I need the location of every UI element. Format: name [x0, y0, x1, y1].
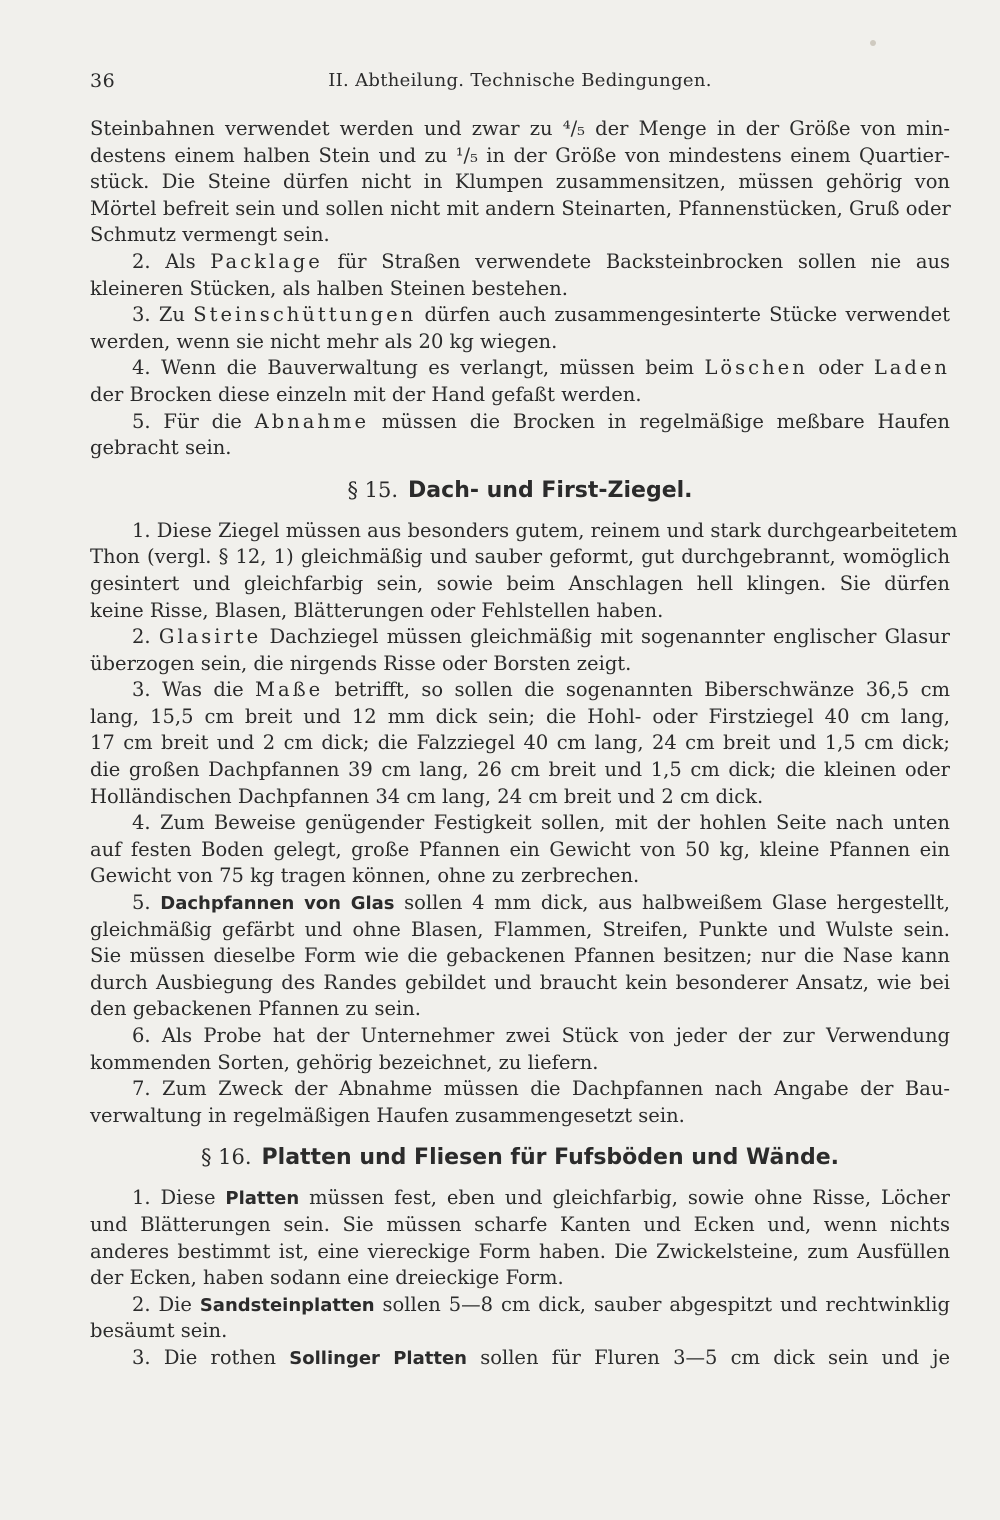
- text-run: 3. Was die: [132, 678, 256, 702]
- text-line: der Ecken, haben sodann eine dreieckige Form.: [90, 1266, 564, 1290]
- text-run: für Straßen verwendete Backsteinbrocken sollen nie aus: [322, 249, 951, 273]
- text-line: destens einem halben Stein und zu ¹/₅ in der Größe von mindestens einem Quartier-: [90, 143, 950, 167]
- paragraph-2-glasirte: [90, 624, 950, 651]
- section-heading-15: [90, 462, 950, 518]
- text-line: und Blätterungen sein. Sie müssen scharfe Kanten und Ecken und, wenn nichts: [90, 1212, 950, 1236]
- bold-text: Sandsteinplatten: [199, 1294, 375, 1316]
- emphasis-text: Glasirte: [158, 625, 262, 649]
- section-title: Dach- und First-Ziegel.: [408, 477, 693, 503]
- paragraph-2-packlage: [90, 249, 950, 276]
- text-line: Schmutz vermengt sein.: [90, 223, 330, 247]
- paper-spot: [870, 40, 876, 46]
- paragraph-5-abnahme: [90, 409, 950, 436]
- text-run: 3. Die rothen: [132, 1345, 290, 1369]
- section-number: § 15.: [347, 477, 399, 502]
- text-run: sollen für Fluren 3—5 cm dick sein und je: [466, 1345, 950, 1369]
- text-line: gleichmäßig gefärbt und ohne Blasen, Flammen, Streifen, Punkte und Wulste sein.: [90, 917, 950, 941]
- section-number: § 16.: [200, 1145, 252, 1170]
- text-line: der Brocken diese einzeln mit der Hand gefaßt werden.: [90, 382, 642, 406]
- text-line: Holländischen Dachpfannen 34 cm lang, 24 cm breit und 2 cm dick.: [90, 784, 764, 808]
- text-line: überzogen sein, die nirgends Risse oder Borsten zeigt.: [90, 651, 632, 675]
- text-line: 6. Als Probe hat der Unternehmer zwei Stück von jeder der zur Verwendung: [132, 1024, 950, 1047]
- page-number: 36: [90, 70, 116, 92]
- paragraph-5-glas: [90, 890, 950, 917]
- text-run: müssen die Brocken in regelmäßige meßbare Haufen: [368, 409, 950, 433]
- text-run: oder: [807, 356, 874, 380]
- text-run: sollen 5—8 cm dick, sauber abgespitzt und rechtwinklig: [374, 1292, 950, 1316]
- text-run: 5.: [132, 891, 161, 915]
- emphasis-text: Maße: [255, 678, 324, 702]
- emphasis-text: Löschen: [704, 356, 808, 380]
- text-line: Steinbahnen verwendet werden und zwar zu ⁴/₅ der Menge in der Größe von min-: [90, 117, 950, 140]
- emphasis-text: Packlage: [210, 249, 323, 273]
- text-run: müssen fest, eben und gleichfarbig, sowie ohne Risse, Löcher: [299, 1186, 950, 1210]
- text-line: den gebackenen Pfannen zu sein.: [90, 997, 421, 1021]
- text-line: verwaltung in regelmäßigen Haufen zusammengesetzt sein.: [90, 1103, 685, 1127]
- text-run: Dachziegel müssen gleichmäßig mit sogenannter englischer Glasur: [261, 625, 950, 649]
- bold-text: Dachpfannen von Glas: [160, 893, 395, 915]
- text-line: keine Risse, Blasen, Blätterungen oder Fehlstellen haben.: [90, 598, 664, 622]
- emphasis-text: Abnahme: [254, 409, 369, 433]
- paragraph-3-sollinger: [90, 1345, 950, 1372]
- text-line: anderes bestimmt ist, eine viereckige Form haben. Die Zwickelsteine, zum Ausfüllen: [90, 1239, 950, 1263]
- text-run: 3. Zu: [132, 303, 194, 327]
- bold-text: Sollinger Platten: [289, 1347, 467, 1369]
- text-run: 4. Wenn die Bauverwaltung es verlangt, müssen beim: [132, 356, 705, 380]
- text-line: durch Ausbiegung des Randes gebildet und braucht kein besonderer Ansatz, wie bei: [90, 970, 950, 994]
- text-line: Thon (vergl. § 12, 1) gleichmäßig und sauber geformt, gut durchgebrannt, womöglich: [90, 545, 950, 569]
- page-body: [90, 116, 958, 1372]
- text-run: dürfen auch zusammengesinterte Stücke verwendet: [416, 303, 950, 327]
- page-header: [90, 70, 950, 100]
- emphasis-text: Steinschüttungen: [193, 303, 417, 327]
- text-run: betrifft, so sollen die sogenannten Biberschwänze 36,5 cm: [323, 678, 950, 702]
- paragraph-1-platten: [90, 1185, 950, 1212]
- paragraph-3-steinschuettungen: [90, 302, 950, 329]
- text-line: die großen Dachpfannen 39 cm lang, 26 cm breit und 1,5 cm dick; die kleinen oder: [90, 758, 950, 782]
- text-line: auf festen Boden gelegt, große Pfannen ein Gewicht von 50 kg, kleine Pfannen ein: [90, 837, 950, 861]
- paragraph-3-masse: [90, 677, 950, 704]
- text-run: 2. Als: [132, 249, 211, 273]
- running-title: II. Abtheilung. Technische Bedingungen.: [328, 70, 712, 91]
- text-line: 17 cm breit und 2 cm dick; die Falzziegel 40 cm lang, 24 cm breit und 1,5 cm dick;: [90, 731, 950, 755]
- text-line: 4. Zum Beweise genügender Festigkeit sollen, mit der hohlen Seite nach unten: [132, 811, 950, 835]
- section-heading-16: [90, 1129, 950, 1185]
- paragraph-2-sandstein: [90, 1292, 950, 1319]
- text-line: gesintert und gleichfarbig sein, sowie beim Anschlagen hell klingen. Sie dürfen: [90, 571, 950, 595]
- text-line: kommenden Sorten, gehörig bezeichnet, zu liefern.: [90, 1050, 599, 1074]
- text-line: 7. Zum Zweck der Abnahme müssen die Dachpfannen nach Angabe der Bau-: [132, 1077, 950, 1101]
- text-run: 1. Diese: [132, 1186, 226, 1210]
- text-line: gebracht sein.: [90, 436, 232, 460]
- bold-text: Platten: [225, 1188, 300, 1210]
- text-line: Sie müssen dieselbe Form wie die gebackenen Pfannen besitzen; nur die Nase kann: [90, 944, 950, 968]
- text-line: kleineren Stücken, als halben Steinen bestehen.: [90, 276, 568, 300]
- text-line: lang, 15,5 cm breit und 12 mm dick sein; die Hohl- oder Firstziegel 40 cm lang,: [90, 704, 950, 728]
- section-title: Platten und Fliesen für Fufsböden und Wände.: [261, 1145, 840, 1171]
- text-run: sollen 4 mm dick, aus halbweißem Glase hergestellt,: [394, 891, 951, 915]
- paragraph-4-loeschen: [90, 355, 950, 382]
- text-line: Mörtel befreit sein und sollen nicht mit andern Steinarten, Pfannenstücken, Gruß oder: [90, 196, 951, 220]
- text-line: stück. Die Steine dürfen nicht in Klumpen zusammensitzen, müssen gehörig von: [90, 170, 950, 194]
- text-line: werden, wenn sie nicht mehr als 20 kg wiegen.: [90, 329, 558, 353]
- text-run: 5. Für die: [132, 409, 255, 433]
- text-run: 2.: [132, 625, 159, 649]
- text-line: Gewicht von 75 kg tragen können, ohne zu zerbrechen.: [90, 864, 640, 888]
- emphasis-text: Laden: [873, 356, 950, 380]
- text-run: 2. Die: [132, 1292, 200, 1316]
- text-line: 1. Diese Ziegel müssen aus besonders gutem, reinem und stark durchgearbeitetem: [132, 518, 958, 542]
- text-line: besäumt sein.: [90, 1319, 228, 1343]
